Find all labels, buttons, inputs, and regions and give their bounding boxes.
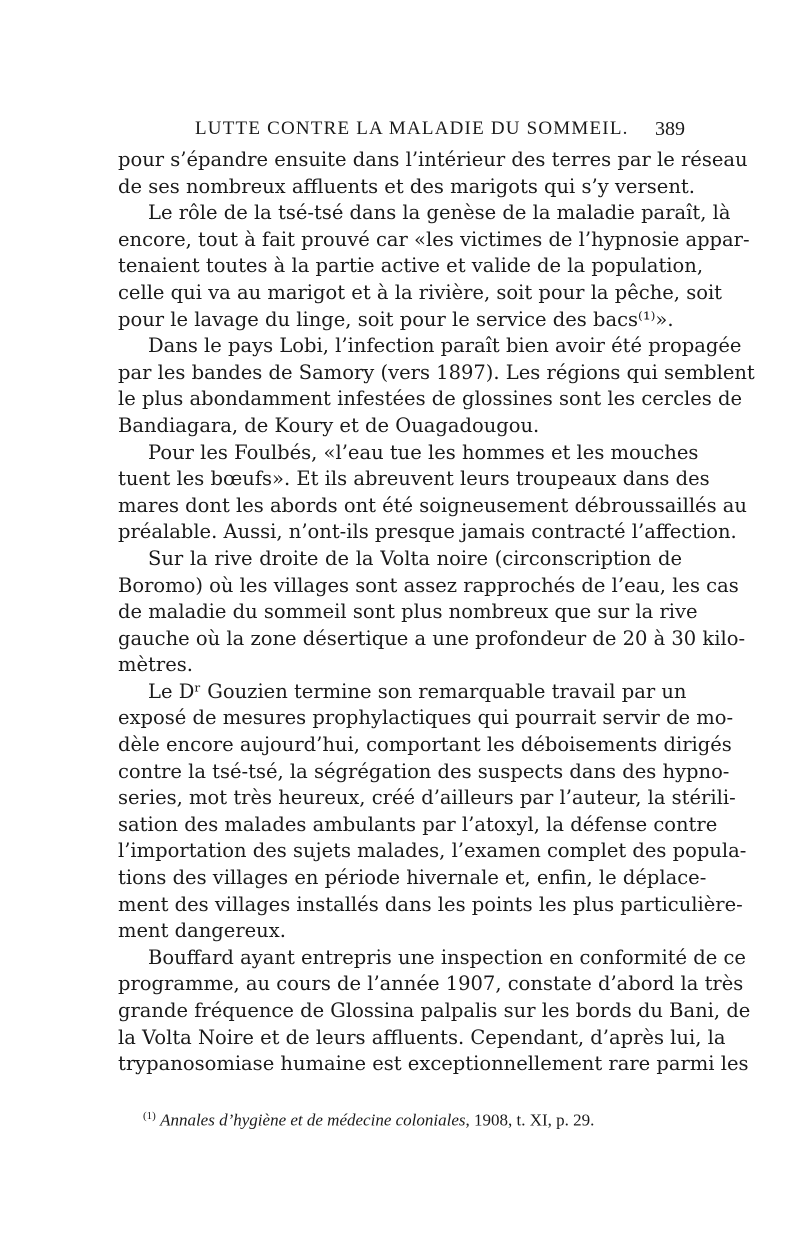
- text-line: mètres.: [118, 653, 193, 677]
- text-line: trypanosomiase humaine est exceptionnellement rare parmi les: [118, 1052, 749, 1076]
- running-title: LUTTE CONTRE LA MALADIE DU SOMMEIL.: [195, 118, 629, 139]
- text-line: gauche où la zone désertique a une profondeur de 20 à 30 kilo-: [118, 626, 746, 650]
- running-head: [125, 118, 685, 148]
- text-line: Le Dʳ Gouzien termine son remarquable travail par un: [148, 679, 687, 703]
- text-line: Bandiagara, de Koury et de Ouagadougou.: [118, 413, 540, 437]
- text-line: exposé de mesures prophylactiques qui pourrait servir de mo-: [118, 706, 734, 730]
- text-line: de ses nombreux affluents et des marigots qui s’y versent.: [118, 174, 695, 198]
- text-line: préalable. Aussi, n’ont-ils presque jamais contracté l’affection.: [118, 520, 737, 544]
- text-line: encore, tout à fait prouvé car «les victimes de l’hypnosie appar-: [118, 227, 750, 251]
- text-line: la Volta Noire et de leurs affluents. Cependant, d’après lui, la: [118, 1025, 726, 1049]
- text-line: pour le lavage du linge, soit pour le service des bacs⁽¹⁾».: [118, 307, 674, 331]
- text-line: programme, au cours de l’année 1907, constate d’abord la très: [118, 972, 744, 996]
- footnote-details: , 1908, t. XI, p. 29.: [465, 1110, 595, 1130]
- text-line: tuent les bœufs». Et ils abreuvent leurs troupeaux dans des: [118, 467, 710, 491]
- text-line: par les bandes de Samory (vers 1897). Les régions qui semblent: [118, 360, 755, 384]
- text-line: grande fréquence de Glossina palpalis sur les bords du Bani, de: [118, 999, 751, 1022]
- text-line: Bouffard ayant entrepris une inspection en conformité de ce: [148, 945, 746, 969]
- text-line: ment dangereux.: [118, 919, 286, 943]
- text-line: contre la tsé-tsé, la ségrégation des suspects dans des hypno-: [118, 759, 730, 783]
- text-line: series, mot très heureux, créé d’ailleurs par l’auteur, la stérili-: [118, 786, 736, 810]
- text-line: ment des villages installés dans les points les plus particulière-: [118, 892, 743, 916]
- text-line: sation des malades ambulants par l’atoxyl, la défense contre: [118, 812, 718, 836]
- text-line: tions des villages en période hivernale et, enfin, le déplace-: [118, 866, 707, 890]
- text-line: pour s’épandre ensuite dans l’intérieur des terres par le réseau: [118, 148, 748, 171]
- footnote-marker: (1): [143, 1110, 156, 1122]
- text-line: celle qui va au marigot et à la rivière, soit pour la pêche, soit: [118, 280, 723, 304]
- text-line: Sur la rive droite de la Volta noire (circonscription de: [148, 546, 682, 570]
- text-line: dèle encore aujourd’hui, comportant les déboisements dirigés: [118, 733, 732, 757]
- text-line: de maladie du sommeil sont plus nombreux que sur la rive: [118, 600, 698, 624]
- text-line: tenaient toutes à la partie active et valide de la population,: [118, 254, 704, 278]
- text-line: l’importation des sujets malades, l’examen complet des popula-: [118, 839, 747, 863]
- text-line: Pour les Foulbés, «l’eau tue les hommes et les mouches: [148, 440, 699, 464]
- text-line: mares dont les abords ont été soigneusement débroussaillés au: [118, 493, 747, 517]
- text-line: le plus abondamment infestées de glossines sont les cercles de: [118, 387, 743, 411]
- text-line: Le rôle de la tsé-tsé dans la genèse de la maladie paraît, là: [148, 201, 731, 225]
- footnote-journal: Annales d’hygiène et de médecine coloniales: [160, 1110, 466, 1130]
- text-line: Dans le pays Lobi, l’infection paraît bien avoir été propagée: [148, 334, 742, 358]
- text-line: Boromo) où les villages sont assez rapprochés de l’eau, les cas: [118, 573, 739, 597]
- footnote: [143, 1110, 594, 1131]
- page-number: 389: [655, 118, 685, 140]
- body-text: [118, 147, 755, 1078]
